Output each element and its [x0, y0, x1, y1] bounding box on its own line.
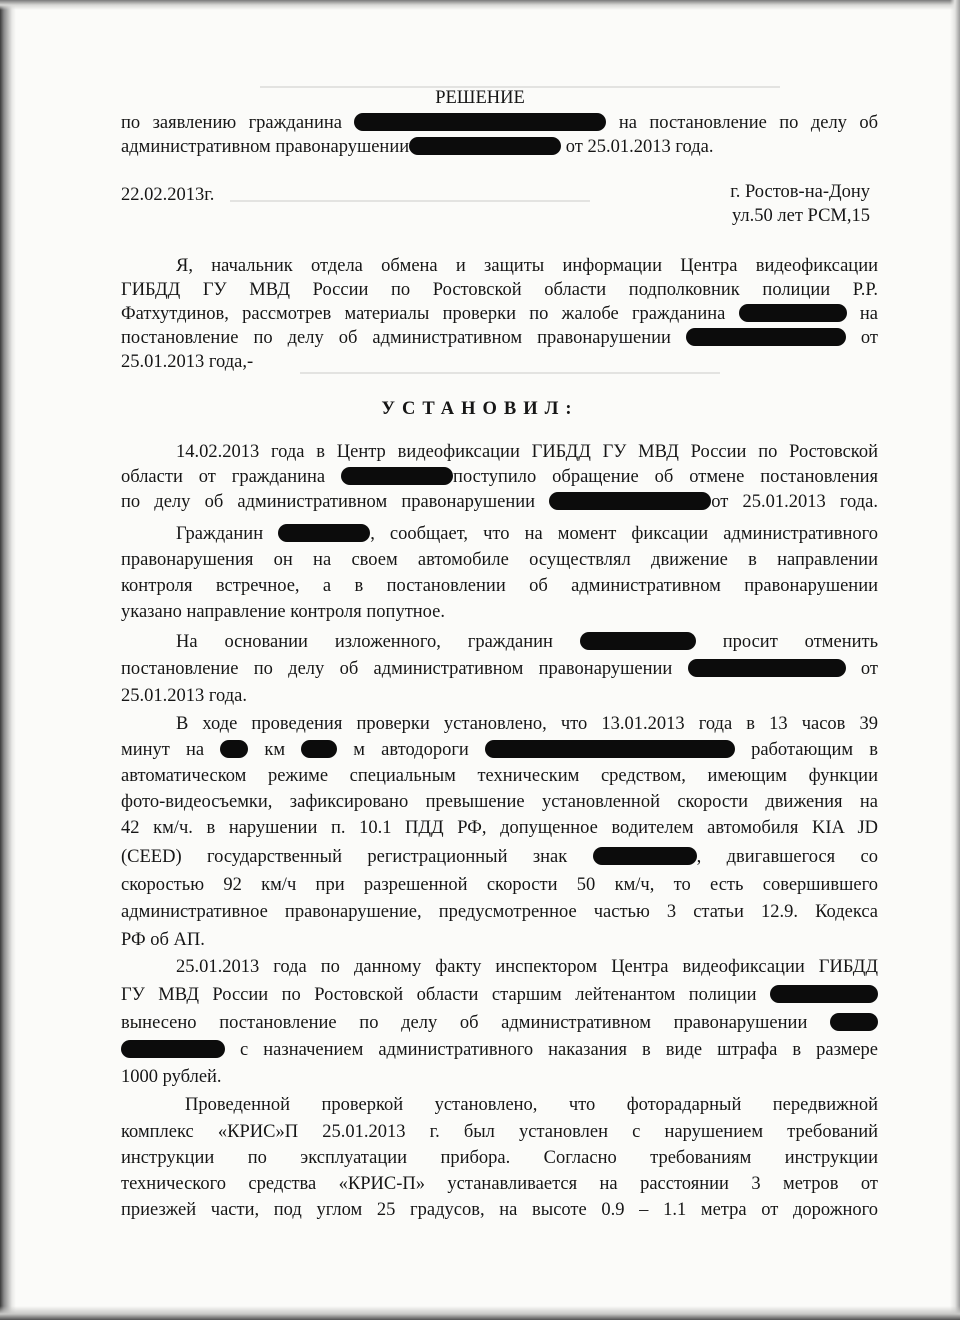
intro-line-4: постановление по делу об административном правонарушении от [121, 328, 879, 348]
p4-line-2: минут на км м автодороги работающим в [121, 740, 878, 760]
redaction-mark [593, 847, 697, 865]
redaction-mark [301, 740, 337, 758]
p4-line-5: 42 км/ч. в нарушении п. 10.1 ПДД РФ, допущенное водителем автомобиля KIA JD [121, 818, 878, 838]
scan-edge-bottom [0, 1306, 960, 1320]
p3-line-2: постановление по делу об административном правонарушении от [121, 659, 879, 679]
document-date: 22.02.2013г. [121, 185, 215, 205]
p6-line-4: технического средства «КРИС-П» устанавливается на расстоянии 3 метров от [121, 1174, 878, 1194]
p4-line-1: В ходе проведения проверки установлено, что 13.01.2013 года в 13 часов 39 [176, 714, 878, 734]
section-heading: УСТАНОВИЛ: [381, 399, 579, 419]
redaction-mark [409, 137, 561, 155]
p4-line-3: автоматическом режиме специальным техническим средством, имеющим функции [121, 766, 878, 786]
p3-line-1: На основании изложенного, гражданин просит отменить [176, 632, 879, 652]
p4-line-4: фото-видеосъемки, зафиксировано превышение установленной скорости движения на [121, 792, 878, 812]
p2-line-2: правонарушения он на своем автомобиле осуществлял движение в направлении [121, 550, 878, 570]
p5-line-5: 1000 рублей. [121, 1067, 222, 1087]
p3-line-3: 25.01.2013 года. [121, 686, 247, 706]
document-place [610, 180, 870, 228]
redaction-mark [220, 740, 248, 758]
header-line-1: по заявлению гражданина на постановление по делу об [121, 113, 879, 133]
redaction-mark [485, 740, 735, 758]
redaction-mark [770, 985, 878, 1003]
p1-line-2: области от гражданина поступило обращение об отмене постановления [121, 467, 878, 487]
intro-line-3: Фатхутдинов, рассмотрев материалы проверки по жалобе гражданина на [121, 304, 879, 324]
header-line-2: административном правонарушении от 25.01.2013 года. [121, 137, 714, 157]
intro-line-2: ГИБДД ГУ МВД России по Ростовской области подполковник полиции Р.Р. [121, 280, 878, 300]
p2-line-4: указано направление контроля попутное. [121, 602, 445, 622]
redaction-mark [354, 113, 606, 131]
p4-line-9: РФ об АП. [121, 930, 205, 950]
document-title: РЕШЕНИЕ [435, 88, 525, 108]
redaction-mark [278, 524, 370, 542]
redaction-mark [549, 492, 711, 510]
redaction-mark [580, 632, 696, 650]
p5-line-3: вынесено постановление по делу об административном правонарушении [121, 1011, 878, 1035]
redaction-mark [739, 304, 847, 322]
p2-line-3: контроля встречное, а в постановлении об административном правонарушении [121, 576, 878, 596]
scan-edge-top [0, 0, 960, 10]
p6-line-2: комплекс «КРИС»П 25.01.2013 г. был установлен с нарушением требований [121, 1122, 878, 1142]
p4-line-8: административное правонарушение, предусмотренное частью 3 статьи 12.9. Кодекса [121, 902, 878, 922]
p6-line-1: Проведенной проверкой установлено, что фоторадарный передвижной [185, 1095, 878, 1115]
redaction-mark [688, 659, 846, 677]
scan-edge-right [950, 0, 960, 1320]
redaction-mark [686, 328, 846, 346]
p4-line-6: (CEED) государственный регистрационный знак , двигавшегося со [121, 847, 879, 867]
p6-line-3: инструкции по эксплуатации прибора. Согласно требованиям инструкции [121, 1148, 878, 1168]
p2-line-1: Гражданин , сообщает, что на момент фиксации административного [176, 524, 878, 544]
document-address: ул.50 лет РСМ,15 [731, 206, 870, 226]
p5-line-2: ГУ МВД России по Ростовской области старшим лейтенантом полиции [121, 983, 878, 1007]
scan-edge-left [0, 0, 16, 1320]
redaction-mark [121, 1040, 225, 1058]
redaction-mark [341, 467, 453, 485]
p1-line-3: по делу об административном правонарушении от 25.01.2013 года. [121, 492, 879, 512]
p1-line-1: 14.02.2013 года в Центр видеофиксации ГИБДД ГУ МВД России по Ростовской [176, 442, 878, 462]
p5-line-4: с назначением административного наказания в виде штрафа в размере [121, 1038, 878, 1062]
p6-line-5: приезжей части, под углом 25 градусов, на высоте 0.9 – 1.1 метра от дорожного [121, 1200, 878, 1220]
document-city: г. Ростов-на-Дону [730, 182, 870, 202]
p4-line-7: скоростью 92 км/ч при разрешенной скорости 50 км/ч, то есть совершившего [121, 875, 878, 895]
p5-line-1: 25.01.2013 года по данному факту инспектором Центра видеофиксации ГИБДД [176, 957, 878, 977]
redaction-mark [830, 1013, 878, 1031]
intro-line-5: 25.01.2013 года,- [121, 352, 254, 372]
intro-line-1: Я, начальник отдела обмена и защиты информации Центра видеофиксации [176, 256, 878, 276]
